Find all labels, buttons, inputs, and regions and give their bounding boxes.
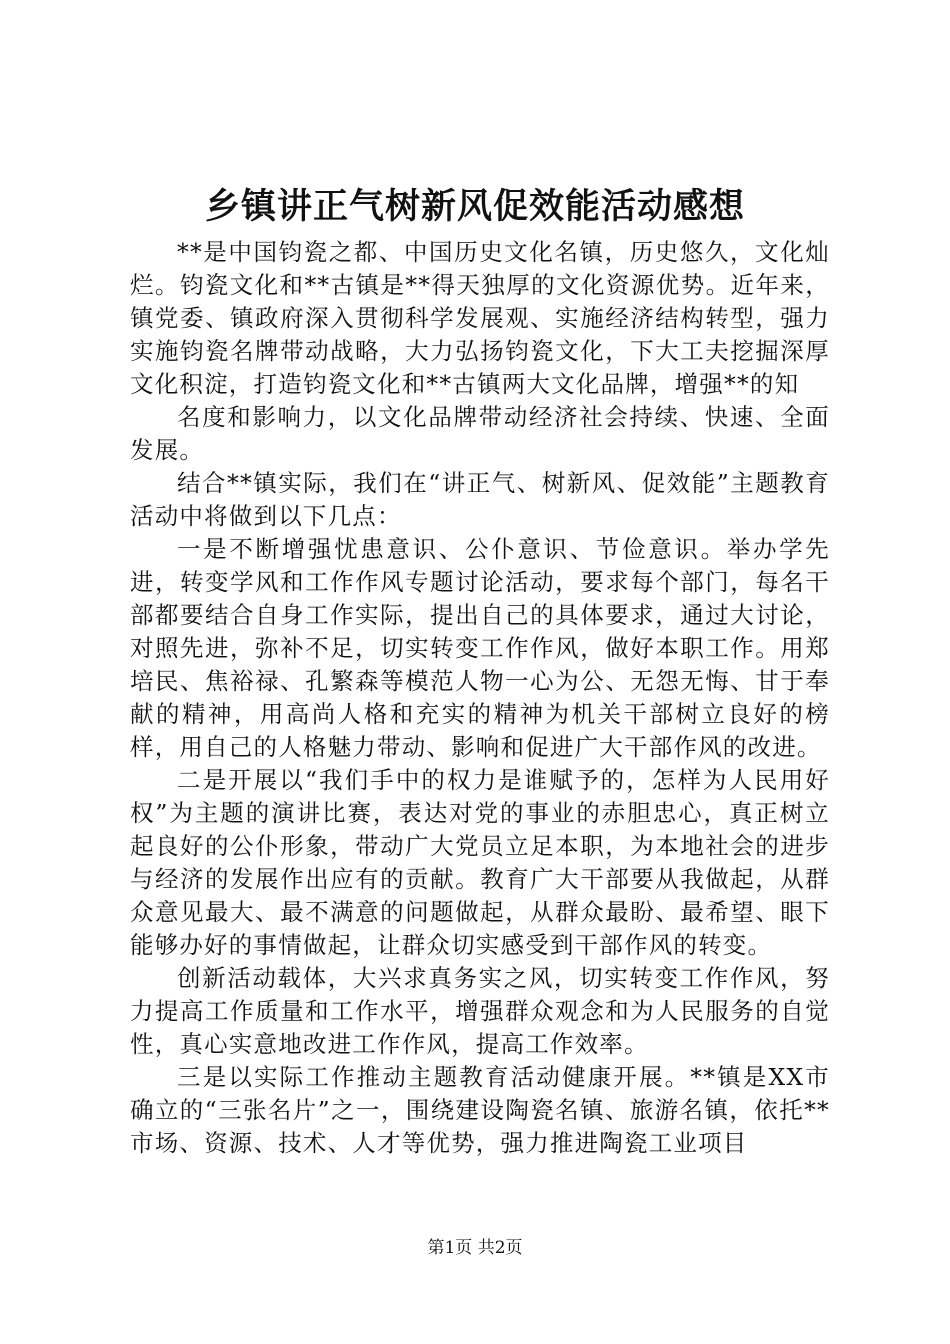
paragraph-2: 名度和影响力，以文化品牌带动经济社会持续、快速、全面发展。 [130, 403, 830, 464]
paragraph-6: 创新活动载体，大兴求真务实之风，切实转变工作作风，努力提高工作质量和工作水平，增强群众观念和为人民服务的自觉性，真心实意地改进工作作风，提高工作效率。 [130, 964, 830, 1058]
paragraph-5: 二是开展以“我们手中的权力是谁赋予的，怎样为人民用好权”为主题的演讲比赛，表达对党的事业的赤胆忠心，真正树立起良好的公仆形象，带动广大党员立足本职，为本地社会的进步与经济的发展作出应有的贡献。教育广大干部要从我做起，从群众意见最大、最不满意的问题做起，从群众最盼、最希望、眼下能够办好的事情做起，让群众切实感受到干部作风的转变。 [130, 766, 830, 959]
paragraph-3: 结合**镇实际，我们在“讲正气、树新风、促效能”主题教育活动中将做到以下几点： [130, 469, 830, 530]
document-body [130, 236, 830, 1160]
paragraph-7: 三是以实际工作推动主题教育活动健康开展。**镇是XX市确立的“三张名片”之一，围绕建设陶瓷名镇、旅游名镇，依托**市场、资源、技术、人才等优势，强力推进陶瓷工业项目 [130, 1063, 830, 1157]
paragraph-4: 一是不断增强忧患意识、公仆意识、节俭意识。举办学先进，转变学风和工作作风专题讨论活动，要求每个部门，每名干部都要结合自身工作实际，提出自己的具体要求，通过大讨论，对照先进，弥补不足，切实转变工作作风，做好本职工作。用郑培民、焦裕禄、孔繁森等模范人物一心为公、无怨无悔、甘于奉献的精神，用高尚人格和充实的精神为机关干部树立良好的榜样，用自己的人格魅力带动、影响和促进广大干部作风的改进。 [130, 535, 830, 761]
page-number-footer: 第1页 共2页 [427, 1238, 523, 1258]
paragraph-1: **是中国钧瓷之都、中国历史文化名镇，历史悠久，文化灿烂。钧瓷文化和**古镇是**得天独厚的文化资源优势。近年来，镇党委、镇政府深入贯彻科学发展观、实施经济结构转型，强力实施钧瓷名牌带动战略，大力弘扬钧瓷文化，下大工夫挖掘深厚文化积淀，打造钧瓷文化和**古镇两大文化品牌，增强**的知 [130, 238, 830, 398]
document-title: 乡镇讲正气树新风促效能活动感想 [204, 186, 745, 227]
